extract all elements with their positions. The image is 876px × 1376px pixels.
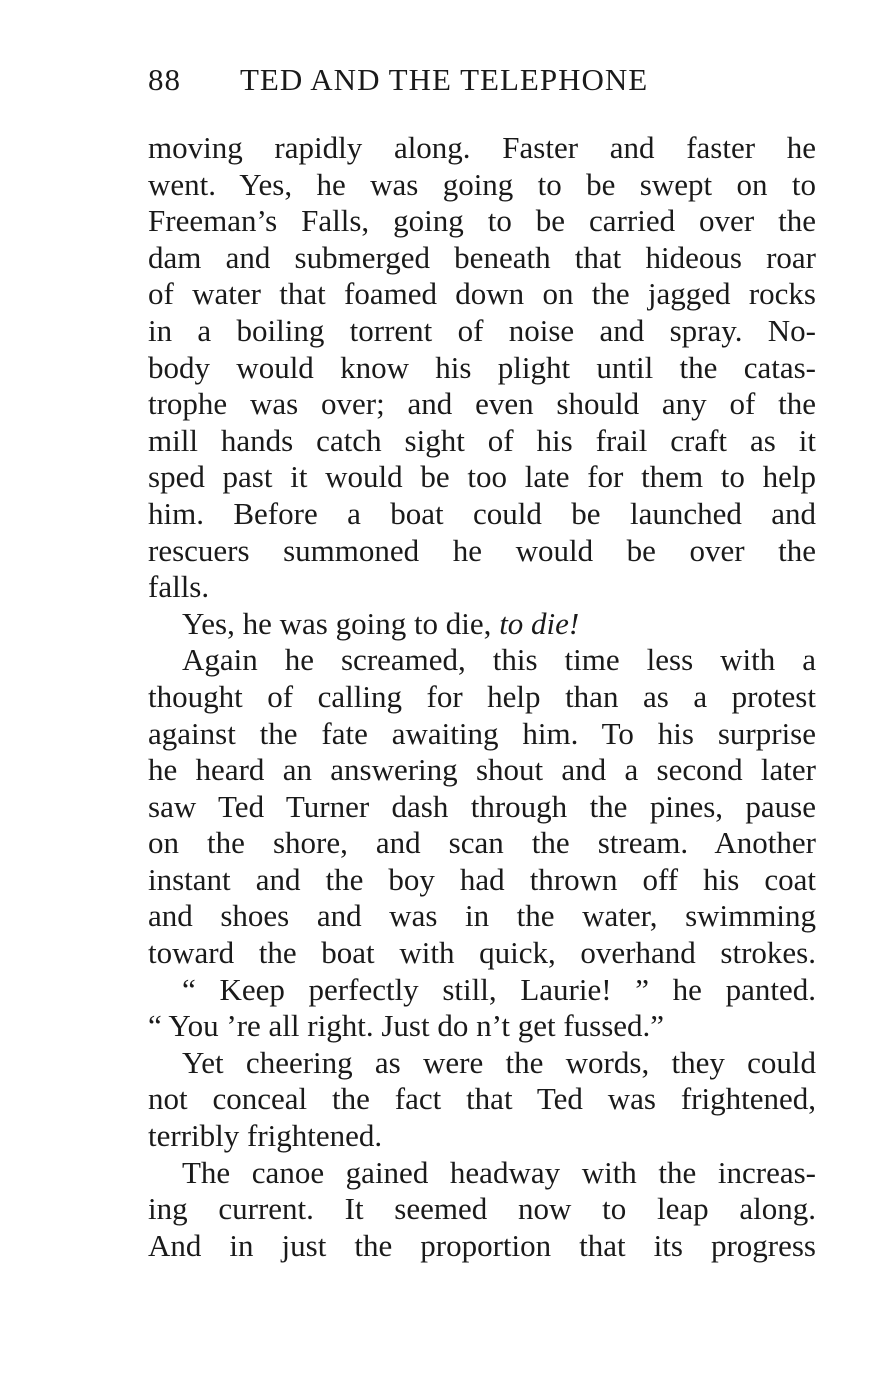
text-line: against the fate awaiting him. To his surprise [148,715,816,751]
text-line: Freeman’s Falls, going to be carried over the [148,203,816,239]
text-line: he heard an answering shout and a second later [148,752,816,788]
text-line: ing current. It seemed now to leap along. [148,1191,816,1227]
text-line: on the shore, and scan the stream. Another [148,825,816,861]
text-line: thought of calling for help than as a protest [148,678,816,714]
body-text [148,130,816,1264]
text-line: rescuers summoned he would be over the [148,532,816,568]
die-line-italic: to die! [499,605,580,641]
text-line: dam and submerged beneath that hideous roar [148,239,816,275]
text-line: Yet cheering as were the words, they could [182,1044,816,1080]
text-line: Again he screamed, this time less with a [182,642,816,678]
text-line: not conceal the fact that Ted was frightened, [148,1081,816,1117]
book-title: TED AND THE TELEPHONE [240,62,649,97]
text-line: saw Ted Turner dash through the pines, pause [148,788,816,824]
text-line: instant and the boy had thrown off his coat [148,861,816,897]
running-head [148,62,816,102]
text-line: sped past it would be too late for them to help [148,459,816,495]
text-line: And in just the proportion that its progress [148,1227,816,1263]
die-line-roman: Yes, he was going to die, [182,605,500,641]
text-line: mill hands catch sight of his frail craft as it [148,422,816,458]
text-line-italic-end [148,606,816,643]
text-line: trophe was over; and even should any of the [148,386,816,422]
text-line: moving rapidly along. Faster and faster he [148,130,816,165]
text-line: body would know his plight until the catas- [148,349,816,385]
page-number: 88 [148,62,181,97]
text-line: “ Keep perfectly still, Laurie! ” he panted. [182,971,816,1007]
text-line: falls. [148,569,210,605]
text-line: terribly frightened. [148,1118,383,1154]
text-line: and shoes and was in the water, swimming [148,898,816,934]
text-line: toward the boat with quick, overhand strokes. [148,935,816,971]
text-line: in a boiling torrent of noise and spray. No- [148,312,816,348]
text-line: “ You ’re all right. Just do n’t get fussed.” [148,1008,665,1044]
text-line: him. Before a boat could be launched and [148,495,816,531]
text-line: The canoe gained headway with the increas- [182,1154,816,1190]
text-line: of water that foamed down on the jagged rocks [148,276,816,312]
text-line: went. Yes, he was going to be swept on to [148,166,816,202]
